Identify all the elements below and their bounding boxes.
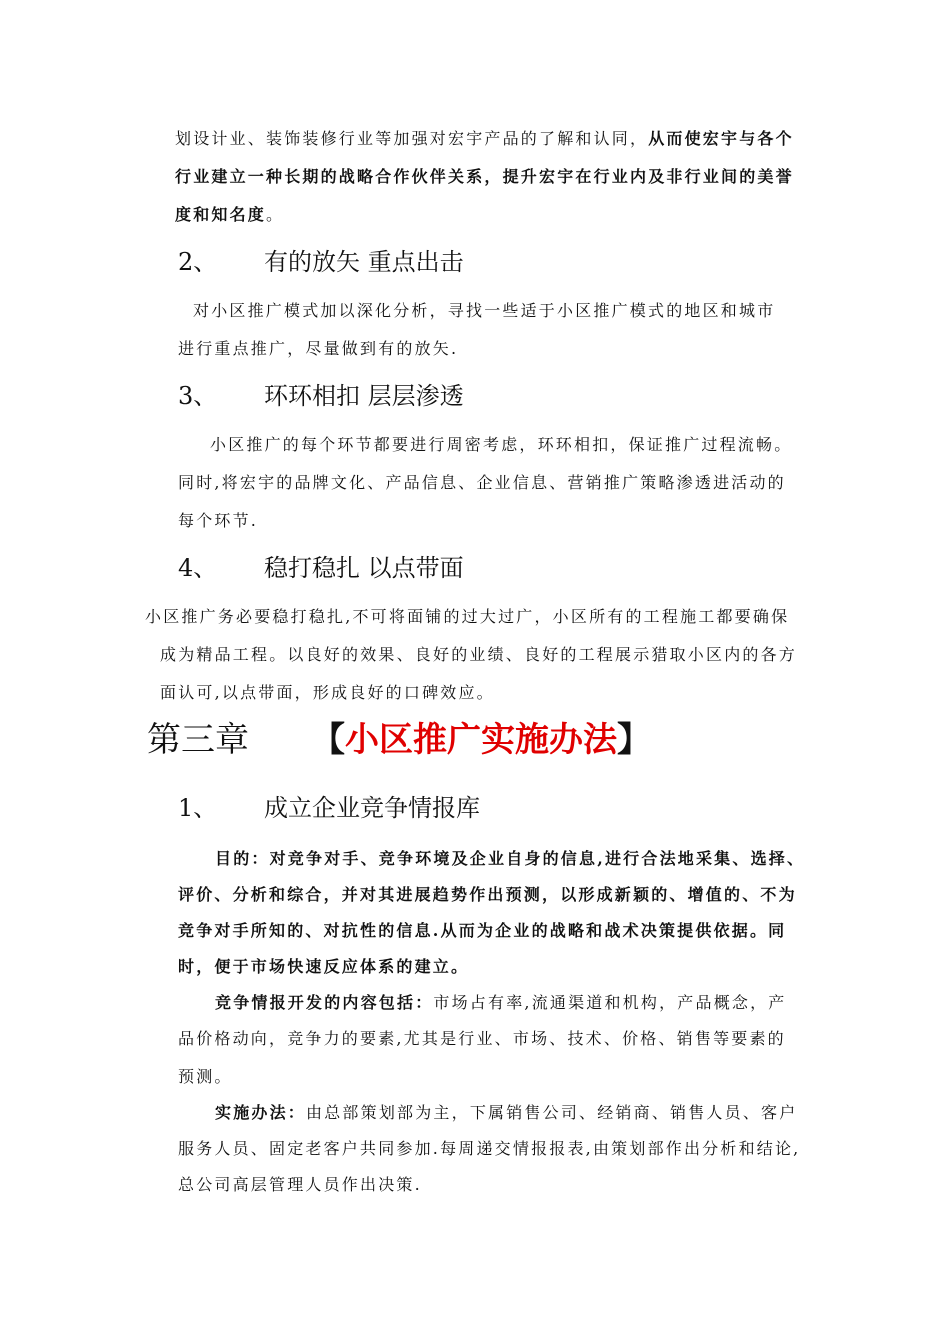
section-3-heading: [178, 376, 578, 408]
chapter-section-1-number: 1、: [178, 794, 218, 822]
goal-line-3: 竞争对手所知的、对抗性的信息.从而为企业的战略和战术决策提供依据。同: [178, 921, 787, 940]
section-4-line-2: 成为精品工程。以良好的效果、良好的业绩、良好的工程展示猎取小区内的各方: [160, 645, 798, 664]
content-line-1-text: 市场占有率,流通渠道和机构，产品概念，产: [433, 993, 787, 1012]
section-3-number: 3、: [178, 382, 218, 410]
section-3-line-1: 小区推广的每个环节都要进行周密考虑，环环相扣，保证推广过程流畅。: [210, 435, 793, 454]
method-line-3: 总公司高层管理人员作出决策.: [178, 1175, 422, 1194]
section-3-line-3: 每个环节.: [178, 511, 259, 530]
content-line-1: [215, 990, 787, 1013]
intro-line-1-normal: 划设计业、装饰装修行业等加强对宏宇产品的了解和认同，: [175, 129, 649, 148]
method-label: 实施办法：: [215, 1103, 307, 1122]
intro-line-1: [175, 126, 794, 149]
content-line-2: 品价格动向，竞争力的要素,尤其是行业、市场、技术、价格、销售等要素的: [178, 1029, 786, 1048]
section-4-heading: [178, 548, 578, 580]
section-4-title: 稳打稳扎 以点带面: [264, 554, 464, 582]
chapter-title: 小区推广实施办法: [345, 720, 617, 760]
goal-line-2: 评价、分析和综合，并对其进展趋势作出预测，以形成新颖的、增值的、不为: [178, 885, 797, 904]
intro-line-2: 行业建立一种长期的战略合作伙伴关系，提升宏宇在行业内及非行业间的美誉: [175, 167, 794, 186]
section-4-number: 4、: [178, 554, 218, 582]
intro-line-3: [175, 202, 284, 225]
method-line-1-text: 由总部策划部为主，下属销售公司、经销商、销售人员、客户: [306, 1103, 798, 1122]
section-3-title: 环环相扣 层层渗透: [264, 382, 464, 410]
chapter-heading: [147, 712, 651, 761]
method-line-1: [215, 1100, 797, 1123]
chapter-bracket-open: 【: [311, 720, 345, 760]
chapter-section-1-title: 成立企业竞争情报库: [264, 794, 480, 822]
chapter-bracket-close: 】: [617, 720, 651, 760]
section-3-line-2: 同时,将宏宇的品牌文化、产品信息、企业信息、营销推广策略渗透进活动的: [178, 473, 786, 492]
method-line-2: 服务人员、固定老客户共同参加.每周递交情报报表,由策划部作出分析和结论,: [178, 1139, 801, 1158]
section-2-heading: [178, 242, 578, 274]
content-line-3: 预测。: [178, 1067, 233, 1086]
section-2-line-2: 进行重点推广，尽量做到有的放矢.: [178, 339, 459, 358]
intro-line-3-end: 。: [266, 205, 285, 224]
section-4-line-1: 小区推广务必要稳打稳扎,不可将面铺的过大过广，小区所有的工程施工都要确保: [145, 607, 790, 626]
goal-line-4: 时，便于市场快速反应体系的建立。: [178, 957, 470, 976]
section-2-line-1: 对小区推广模式加以深化分析，寻找一些适于小区推广模式的地区和城市: [193, 301, 776, 320]
intro-line-1-bold: 从而使宏宇与各个: [648, 129, 794, 148]
intro-line-3-bold: 度和知名度: [175, 205, 267, 224]
section-2-title: 有的放矢 重点出击: [264, 248, 464, 276]
chapter-label: 第三章: [147, 720, 249, 760]
content-label: 竞争情报开发的内容包括：: [215, 993, 434, 1012]
section-2-number: 2、: [178, 248, 218, 276]
section-4-line-3: 面认可,以点带面，形成良好的口碑效应。: [160, 683, 495, 702]
goal-line-1: 目的：对竞争对手、竞争环境及企业自身的信息,进行合法地采集、选择、: [215, 849, 806, 868]
chapter-section-1-heading: [178, 788, 578, 820]
